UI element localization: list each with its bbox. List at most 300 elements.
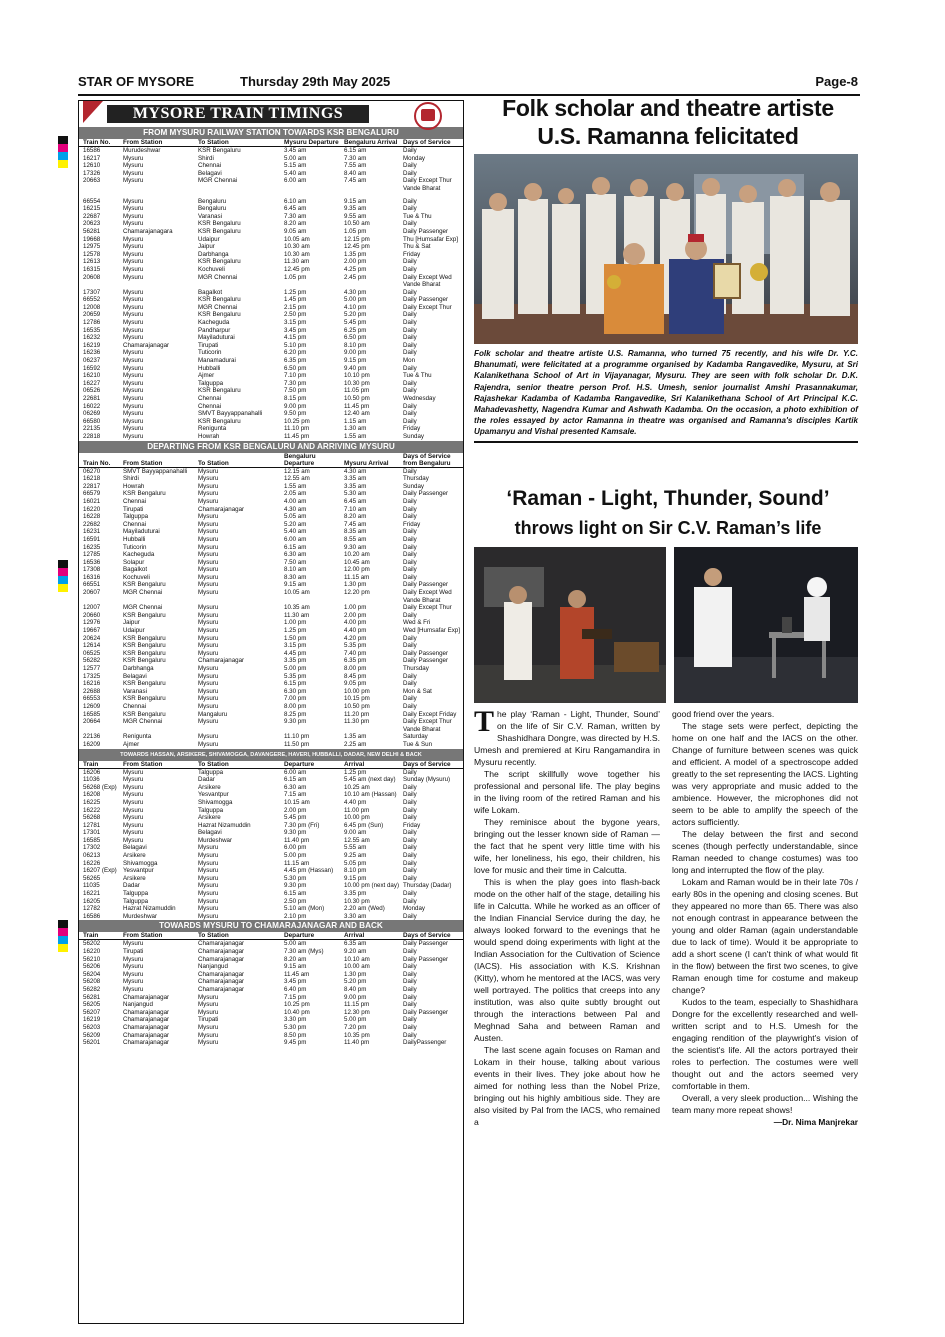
table-cell: 6.00 am [284, 535, 307, 543]
table-cell: Daily [403, 642, 417, 650]
table-cell: Mysuru [123, 970, 144, 978]
table-cell: 5.30 am [344, 490, 367, 498]
play-scene-photo-left [474, 547, 666, 703]
table-cell: 9.15 pm [344, 357, 367, 365]
table-row [79, 963, 463, 971]
table-cell: Mysuru [198, 733, 219, 741]
table-cell: 1.30 am [344, 425, 367, 433]
table-cell: Mysuru [198, 1039, 219, 1047]
table-row [79, 726, 463, 734]
table-cell: 7.30 am [284, 212, 307, 220]
table-cell: 16021 [83, 497, 101, 505]
table-cell: Chamarajanagar [198, 978, 245, 986]
table-cell: 4.30 am [344, 467, 367, 475]
table-cell: Daily [403, 993, 417, 1001]
table-cell: 16316 [83, 573, 101, 581]
table-cell: Chennai [198, 402, 222, 410]
table-cell: Wed [Humsafar Exp] [403, 627, 460, 635]
table-row [79, 642, 463, 650]
table-row [79, 162, 463, 170]
table-cell: 16235 [83, 543, 101, 551]
table-cell: 11.40 pm [284, 836, 310, 844]
table-cell: 5.35 pm [344, 642, 367, 650]
table-cell: 4.30 pm [344, 288, 367, 296]
table-row [79, 490, 463, 498]
table-cell: Daily [403, 680, 417, 688]
table-cell: Mysuru [123, 205, 144, 213]
table-cell: Mysuru [123, 836, 144, 844]
table-cell: Daily [403, 220, 417, 228]
table-cell: 2.00 pm [344, 611, 367, 619]
registration-marks-low [58, 920, 68, 952]
table-cell: 16592 [83, 364, 101, 372]
table-cell: 8.40 pm [344, 985, 367, 993]
table-row [79, 372, 463, 380]
table-cell: 16232 [83, 334, 101, 342]
table-cell: 4.15 pm [284, 334, 307, 342]
felicitation-group-photo [474, 154, 858, 344]
table-cell: Manamadurai [198, 357, 236, 365]
table-chamarajanagar-route [79, 932, 463, 1046]
table-cell: Tirupati [198, 341, 219, 349]
table-cell: Thursday (Dadar) [403, 882, 452, 890]
table-cell: Mysuru [198, 497, 219, 505]
table-cell: Mysuru [198, 890, 219, 898]
table-row [79, 619, 463, 627]
column-header: To Station [194, 761, 280, 769]
paper-name: STAR OF MYSORE [78, 74, 195, 89]
table-cell: Chamarajanagara [123, 227, 173, 235]
column-header: Arrival [340, 761, 399, 769]
table-cell: Chamarajanagar [123, 1008, 170, 1016]
table-cell: 12781 [83, 821, 101, 829]
table-cell: 12.40 am [344, 410, 370, 418]
table-cell: 6.45 am [284, 205, 307, 213]
table-row [79, 875, 463, 883]
table-cell: Daily [403, 852, 417, 860]
table-row [79, 807, 463, 815]
table-cell: MGR Chennai [123, 718, 163, 726]
table-cell: KSR Bengaluru [123, 680, 166, 688]
table-cell: KSR Bengaluru [123, 710, 166, 718]
table-cell: 19668 [83, 235, 101, 243]
table-cell: 16536 [83, 558, 101, 566]
table-cell: Mysuru [123, 963, 144, 971]
table-cell: Dadar [198, 776, 215, 784]
table-cell: Nanjangud [123, 1001, 153, 1009]
table-cell: Mysuru [198, 897, 219, 905]
table-cell: 56205 [83, 1001, 101, 1009]
table-row [79, 185, 463, 193]
table-cell: 9.30 pm [284, 718, 307, 726]
table-cell: Chamarajanagar [198, 948, 245, 955]
table-cell: 17302 [83, 844, 101, 852]
table-cell: 6.20 pm [284, 349, 307, 357]
section-head-bengaluru-to-mysuru: DEPARTING FROM KSR BENGALURU AND ARRIVING MYSURU [79, 441, 463, 453]
table-cell: Varanasi [123, 687, 147, 695]
article2-col1-paragraph-4: This is when the play goes into flash-back mode on the other half of the stage, detailing his life in Calcutta. While he worked as an officer of the Indian Financial Service during the day, he always looked forward to the evenings that he would spend doing experiments with light at the Indian Association for the Cultivation of Science (IACS). His association with K.S. Krishnan (Kitty), whom he mentored at the IACS, was very well portrayed. The politics that creeps into any institution, was also quite subtly brought out through the interactions between Pal and Meghnad Saha and between Raman and Austen. [474, 877, 660, 1043]
table-cell: Mysuru [198, 543, 219, 551]
table-cell: 6.45 am [344, 497, 367, 505]
table-cell: Mysuru [198, 535, 219, 543]
table-cell: Daily Except Thur [403, 718, 452, 726]
table-cell: 4.40 pm [344, 627, 367, 635]
article1-headline-line1: Folk scholar and theatre artiste [502, 95, 834, 121]
table-cell: 8.20 am [344, 513, 367, 521]
table-cell: 1.55 am [344, 432, 367, 440]
table-row [79, 799, 463, 807]
table-row [79, 536, 463, 544]
table-cell: 5.10 am (Mon) [284, 905, 325, 913]
table-cell: Mysuru [198, 589, 219, 597]
table-cell: Daily [403, 349, 417, 357]
table-header-row [79, 932, 463, 940]
table-cell: KSR Bengaluru [123, 657, 166, 665]
table-cell: 11.45 pm [344, 402, 370, 410]
table-cell: Mysuru [198, 513, 219, 521]
table-cell: 7.50 am [284, 558, 307, 566]
table-cell [340, 726, 399, 734]
article2-column2 [672, 708, 858, 1128]
table-cell: Daily Passenger [403, 657, 449, 665]
table-cell: 7.55 am [344, 162, 367, 170]
table-cell: DailyPassenger [403, 1039, 447, 1047]
table-cell: Mysuru [198, 695, 219, 703]
table-cell: 11.20 pm [344, 710, 370, 718]
table-cell: 9.05 am [284, 227, 307, 235]
table-cell: KSR Bengaluru [123, 649, 166, 657]
table-row [79, 513, 463, 521]
table-cell: 2.45 pm [344, 273, 367, 281]
section-head-hassan-route: TOWARDS HASSAN, ARSIKERE, SHIVAMOGGA, DAVANGERE, HAVERI, HUBBALLI, DADAR, NEW DELHI & BACK [79, 749, 463, 761]
table-bengaluru-to-mysuru [79, 453, 463, 749]
table-cell: MGR Chennai [123, 604, 163, 612]
table-row [79, 688, 463, 696]
table-cell: 11.50 pm [284, 740, 310, 748]
table-cell: 9.30 pm [284, 882, 307, 890]
table-header-row [79, 453, 463, 468]
table-cell: 66580 [83, 417, 101, 425]
train-timings-title: MYSORE TRAIN TIMINGS [107, 105, 369, 123]
table-cell: 11.45 am [284, 970, 310, 978]
table-cell: Mysuru [198, 551, 219, 559]
table-cell: 66553 [83, 695, 101, 703]
table-cell: 16217 [83, 154, 101, 162]
table-row [79, 718, 463, 726]
article2-subheadline: throws light on Sir C.V. Raman’s life [514, 518, 822, 538]
column-header: Arrival [340, 932, 399, 940]
table-cell: Chamarajanagar [123, 993, 170, 1001]
table-cell: Daily Passenger [403, 955, 449, 963]
table-cell: Tirupati [198, 1016, 219, 1024]
table-cell: 17325 [83, 672, 101, 680]
article2-byline: —Dr. Nima Manjrekar [773, 1117, 858, 1127]
play-scene-photo-right [674, 547, 858, 703]
table-cell: Daily [403, 558, 417, 566]
table-cell: 16226 [83, 859, 101, 867]
table-cell: Chennai [123, 702, 147, 710]
table-cell: 5.20 pm [344, 311, 367, 319]
table-row [79, 274, 463, 282]
table-cell: 10.10 pm [344, 372, 370, 380]
table-cell: Tuticorin [123, 543, 147, 551]
table-cell: MGR Chennai [198, 177, 238, 185]
table-cell: 16222 [83, 806, 101, 814]
table-cell: 16208 [83, 791, 101, 799]
table-cell: 16218 [83, 475, 101, 483]
table-cell: 4.45 pm [284, 649, 307, 657]
table-cell: Daily [403, 535, 417, 543]
table-cell: Daily Passenger [403, 940, 449, 948]
article2-col2-paragraph-3: The delay between the first and second scenes (though perfectly understandable, since Raman needed to change costumes) was too long and interrupted the flow of the play. [672, 829, 858, 875]
table-cell: 1.35 pm [344, 250, 367, 258]
table-row [79, 342, 463, 350]
article2-col2-paragraph-2: The stage sets were perfect, depicting the home on one half and the IACS on the other. Change of furniture between scenes was quick and efficient. A model of a spectroscope added greatly to the set representing the IACS. Lighting was very appropriate and music added to the ambience. However, the microphones did not seem to be able to amplify the speech of the actors sufficiently. [672, 721, 858, 827]
table-cell: 1.50 pm [284, 634, 307, 642]
table-row [79, 506, 463, 514]
table-cell: Mysuru [123, 940, 144, 948]
table-cell: 1.00 pm [344, 604, 367, 612]
table-cell: Mysuru [198, 687, 219, 695]
table-cell: 5.30 pm [284, 1023, 307, 1031]
table-cell: Mysuru [198, 581, 219, 589]
table-cell: 56206 [83, 963, 101, 971]
table-cell: 16535 [83, 326, 101, 334]
table-cell: Daily [403, 970, 417, 978]
table-row [79, 867, 463, 875]
table-cell: Mysuru [123, 349, 144, 357]
table-cell: Howrah [123, 482, 145, 490]
table-cell: KSR Bengaluru [123, 695, 166, 703]
page-number: Page-8 [815, 74, 858, 89]
table-row [79, 236, 463, 244]
table-cell: 10.30 am [284, 250, 310, 258]
table-row [79, 978, 463, 986]
table-cell: 56265 [83, 874, 101, 882]
table-cell: Mysuru [198, 993, 219, 1001]
table-cell: 10.50 pm [344, 395, 370, 402]
table-cell: Mysuru [123, 273, 144, 281]
table-cell: Ajmer [123, 740, 140, 748]
table-row [79, 170, 463, 178]
table-cell: 56208 [83, 978, 101, 986]
table-cell: 10.20 am [344, 551, 370, 559]
table-cell: 11.30 am [284, 258, 310, 266]
table-cell: 11.40 pm [344, 1039, 370, 1047]
table-cell: 12786 [83, 319, 101, 327]
table-cell: 16022 [83, 402, 101, 410]
table-cell: Daily [403, 467, 417, 475]
table-cell: 20624 [83, 634, 101, 642]
table-cell: 12.55 am [284, 475, 310, 483]
table-row [79, 665, 463, 673]
table-cell: Hazrat Nizamuddin [198, 821, 251, 829]
table-cell: Thu [Humsafar Exp] [403, 235, 459, 243]
column-header: From Station [119, 139, 194, 147]
table-cell: Tuticorin [198, 349, 222, 357]
table-cell: 9.55 am [344, 212, 367, 220]
table-cell: 3.35 am [344, 475, 367, 483]
table-cell: 5.05 am [284, 513, 307, 521]
table-row [79, 498, 463, 506]
table-cell: Mysuru [198, 649, 219, 657]
table-row [79, 956, 463, 964]
table-cell: 06213 [83, 852, 101, 860]
table-cell: 12975 [83, 243, 101, 251]
table-cell: 2.10 pm [284, 912, 307, 920]
table-cell: 56203 [83, 1023, 101, 1031]
table-cell: Daily [403, 505, 417, 513]
table-cell: 1.00 pm [284, 619, 307, 627]
table-cell: Murdeshwar [198, 836, 233, 844]
table-cell: Daily Passenger [403, 1008, 449, 1016]
table-cell: Mysuru [198, 604, 219, 612]
table-row [79, 650, 463, 658]
table-cell: Mysuru [198, 1023, 219, 1031]
table-cell: 2.50 pm [284, 311, 307, 319]
table-row [79, 703, 463, 711]
table-cell: Nanjangud [198, 963, 228, 971]
table-cell: Mysuru [123, 258, 144, 266]
table-cell: 5.30 pm [284, 874, 307, 882]
table-cell: 5.45 am (next day) [344, 776, 396, 784]
table-cell: 7.15 am [284, 791, 307, 799]
table-cell: 9.35 am [344, 205, 367, 213]
table-cell: Renigunta [123, 733, 152, 741]
table-cell: Vande Bharat [403, 596, 441, 604]
table-cell: 2.00 pm [284, 806, 307, 814]
table-cell: 4.40 pm [344, 798, 367, 806]
table-cell: 16210 [83, 372, 101, 380]
table-cell: Tue & Thu [403, 372, 432, 380]
table-cell: 1.25 pm [344, 768, 367, 776]
table-row [79, 266, 463, 274]
table-cell: 8.30 am [284, 573, 307, 581]
table-cell: 9.30 am [344, 543, 367, 551]
table-cell: Tirupati [123, 505, 144, 513]
table-row [79, 882, 463, 890]
table-cell: 11.15 am [344, 573, 370, 581]
table-row [79, 814, 463, 822]
table-cell: 10.25 pm [284, 1001, 310, 1009]
table-row [79, 544, 463, 552]
table-cell: Daily Except Friday [403, 710, 457, 718]
table-cell: 12008 [83, 303, 101, 311]
table-cell [340, 597, 399, 605]
table-row [79, 822, 463, 830]
table-row [79, 673, 463, 681]
table-row [79, 890, 463, 898]
table-cell: 6.45 pm (Sun) [344, 821, 384, 829]
table-cell: Daily [403, 265, 417, 273]
table-row [79, 289, 463, 297]
table-cell: 6.35 pm [284, 357, 307, 365]
article2-col1-paragraph-5: The last scene again focuses on Raman and Lokam in their house, talking about various events in their lives. They joke about how he aimed for nothing less than the Nobel Prize, bringing out his highly ambitious side. They are also visited by Pal from the IACS, who remained a [474, 1045, 660, 1127]
table-cell: 5.40 am [284, 169, 307, 177]
table-row [79, 475, 463, 483]
table-cell: 22682 [83, 520, 101, 528]
table-cell: Mysuru [123, 776, 144, 784]
table-cell: 12578 [83, 250, 101, 258]
table-cell: 20607 [83, 589, 101, 597]
table-cell: 16586 [83, 912, 101, 920]
column-header: Train No. [79, 453, 119, 468]
table-cell [194, 597, 280, 605]
table-cell: Daily [403, 844, 417, 852]
table-cell [79, 185, 119, 193]
table-cell: Wednesday [403, 395, 436, 402]
table-cell: Daily [403, 543, 417, 551]
table-cell: Mysuru [198, 490, 219, 498]
table-cell: Mysuru [198, 1031, 219, 1039]
table-cell: Chamarajanagar [198, 985, 245, 993]
table-cell: 10.30 am [284, 243, 310, 251]
table-cell: 1.15 am [344, 417, 367, 425]
table-cell: 20660 [83, 611, 101, 619]
table-cell: 10.15 am [284, 798, 310, 806]
table-cell: MGR Chennai [198, 273, 238, 281]
table-cell: KSR Bengaluru [123, 634, 166, 642]
table-cell: Friday [403, 250, 421, 258]
table-cell [194, 726, 280, 734]
table-cell: 66552 [83, 296, 101, 304]
table-cell: 16228 [83, 513, 101, 521]
table-cell: 10.25 am [344, 783, 370, 791]
table-cell: Mysuru [198, 475, 219, 483]
table-cell: Mysuru [123, 425, 144, 433]
table-cell: 5.20 pm [344, 978, 367, 986]
table-cell: Mysuru [123, 296, 144, 304]
table-cell: 20659 [83, 311, 101, 319]
table-cell: 11.45 pm [284, 432, 310, 440]
table-cell: 12.00 pm [344, 566, 370, 574]
table-row [79, 155, 463, 163]
table-cell: Daily [403, 806, 417, 814]
train-timings-panel [78, 100, 464, 1324]
table-cell: Vande Bharat [403, 281, 441, 289]
table-cell: Mysuru [123, 432, 144, 440]
table-cell: 1.30 pm [344, 970, 367, 978]
table-cell: 10.50 pm [344, 702, 370, 710]
table-cell: Daily [403, 768, 417, 776]
column-header: Train No. [79, 139, 119, 147]
table-cell: Sunday (Mysuru) [403, 776, 451, 784]
table-cell: KSR Bengaluru [123, 642, 166, 650]
article2-col1-paragraph-3: They reminisce about the bygone years, bringing out the lesser known side of Raman — the fact that he spent very little time with his wife, her loneliness, his ego, their children, his love for music and their time in Calcutta. [474, 817, 660, 875]
table-row [79, 852, 463, 860]
table-cell: Murdeshwar [123, 912, 158, 920]
table-cell: 10.15 pm [344, 695, 370, 703]
table-cell [119, 281, 194, 289]
table-header-row [79, 761, 463, 769]
table-cell: Chennai [198, 162, 222, 170]
table-cell: 16220 [83, 948, 101, 955]
table-cell: Hazrat Nizamuddin [123, 905, 176, 913]
column-header: To Station [194, 932, 280, 940]
table-cell: Tue & Sun [403, 740, 433, 748]
table-cell: 10.50 am [344, 220, 370, 228]
table-cell: Mon & Sat [403, 687, 432, 695]
table-cell: Daily Passenger [403, 649, 449, 657]
table-cell: 11.10 pm [284, 425, 310, 433]
column-header: Mysuru Arrival [340, 453, 399, 468]
table-cell: 5.00 am [284, 940, 307, 948]
table-cell: Mysuru [198, 867, 219, 875]
table-cell: 5.10 pm [284, 341, 307, 349]
table-row [79, 213, 463, 221]
table-row [79, 604, 463, 612]
table-cell: Talguppa [198, 379, 224, 387]
